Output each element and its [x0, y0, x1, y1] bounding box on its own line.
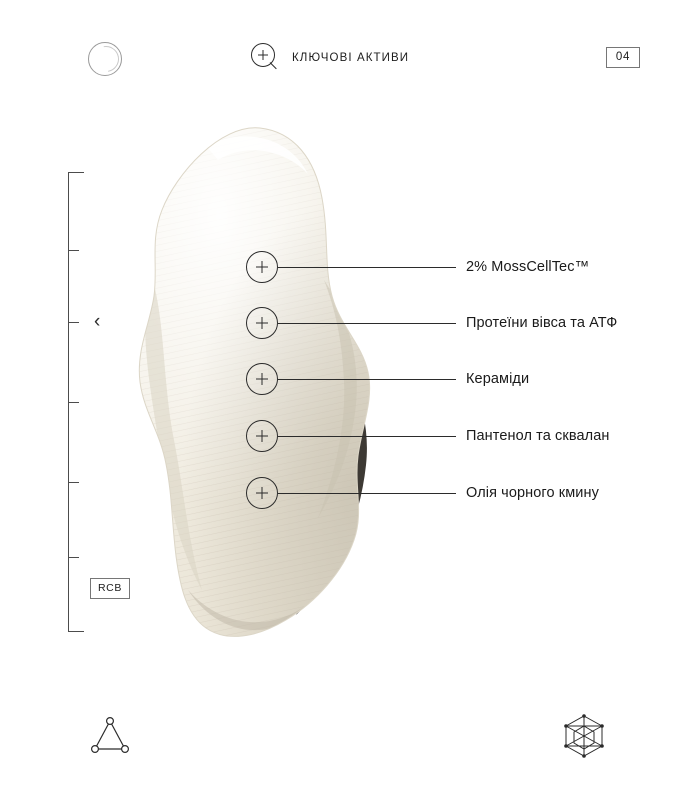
leader-line [278, 267, 456, 268]
scale-tick [68, 250, 79, 251]
page-header [0, 0, 700, 105]
callout-label: Кераміди [466, 371, 530, 387]
cube-lattice-icon [560, 712, 608, 762]
leader-line [278, 493, 456, 494]
plus-node-icon[interactable] [246, 363, 278, 395]
callout-mosscelltec[interactable] [246, 251, 589, 283]
scale-tick [68, 482, 79, 483]
plus-magnifier-icon [251, 43, 281, 73]
callout-black-cumin[interactable] [246, 477, 599, 509]
plus-node-icon[interactable] [246, 251, 278, 283]
callout-label: 2% MossCellTec™ [466, 259, 590, 275]
scale-tick [68, 402, 79, 403]
callout-label: Олія чорного кмину [466, 485, 599, 501]
scale-tick [68, 322, 79, 323]
callout-panthenol[interactable] [246, 420, 609, 452]
callout-label: Протеїни вівса та АТФ [466, 315, 618, 331]
rcb-tag: RCB [90, 578, 130, 599]
plus-node-icon[interactable] [246, 420, 278, 452]
plus-node-icon[interactable] [246, 477, 278, 509]
header-title-group [251, 43, 409, 73]
leader-line [278, 323, 456, 324]
chevron-left-icon[interactable]: ‹ [94, 311, 101, 332]
callout-label: Пантенол та сквалан [466, 428, 610, 444]
page-title: КЛЮЧОВІ АКТИВИ [292, 52, 410, 64]
leader-line [278, 436, 456, 437]
scale-tick [68, 557, 79, 558]
leader-line [278, 379, 456, 380]
callout-oat-proteins[interactable] [246, 307, 617, 339]
callout-ceramides[interactable] [246, 363, 529, 395]
triangle-nodes-icon [88, 715, 132, 759]
moon-phase-icon [88, 42, 122, 76]
plus-node-icon[interactable] [246, 307, 278, 339]
left-scale-bracket [68, 172, 122, 632]
page-number-badge: 04 [606, 47, 640, 68]
